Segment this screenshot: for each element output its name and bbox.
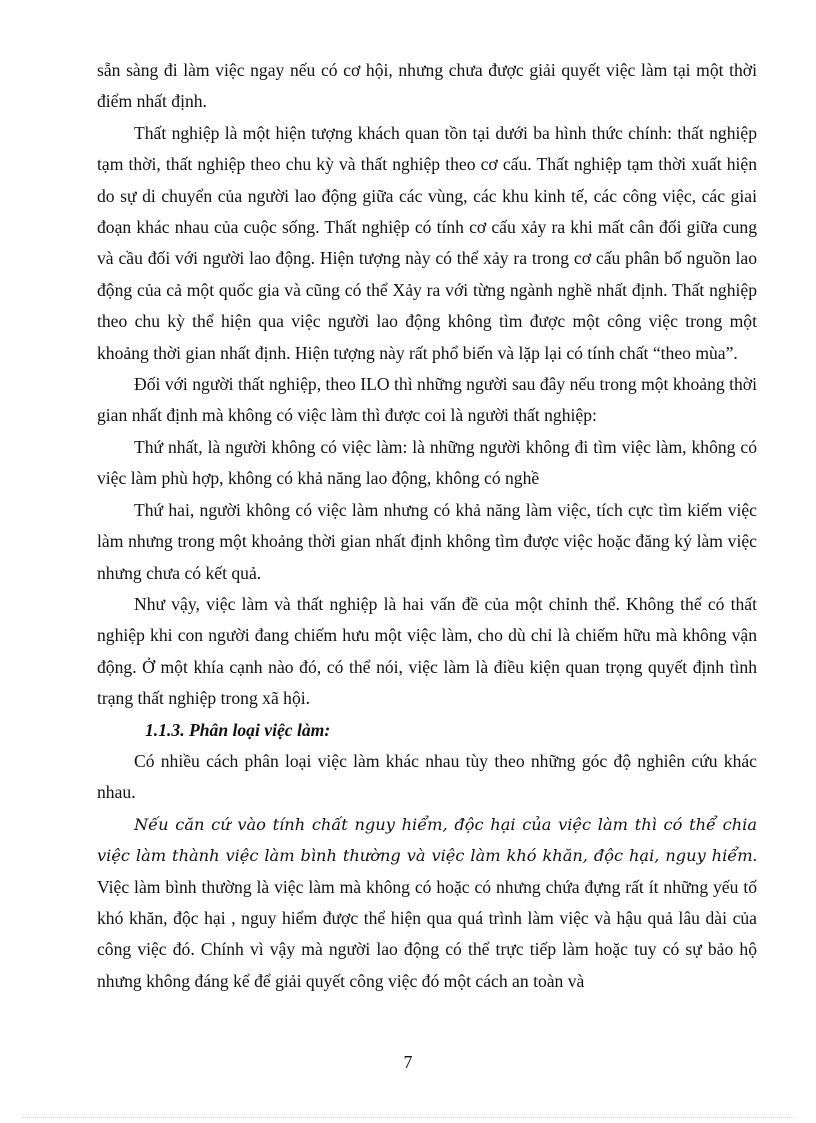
page-number: 7 [403, 1052, 413, 1072]
italic-phrase: Nếu căn cứ vào tính chất nguy hiểm, độc hại của việc làm thì có thể chia việc làm thành việc làm bình thường và việc làm khó khăn, độc hại, nguy hiểm [97, 814, 757, 866]
paragraph-ilo-definition: Đối với người thất nghiệp, theo ILO thì những người sau đây nếu trong một khoảng thời gian nhất định mà không có việc làm thì được coi là người thất nghiệp: [97, 374, 757, 426]
document-page [97, 55, 757, 997]
paragraph-second-case: Thứ hai, người không có việc làm nhưng có khả năng làm việc, tích cực tìm kiếm việc làm nhưng trong một khoảng thời gian nhất định không tìm được việc hoặc đăng ký làm việc nhưng chưa có kết quả. [97, 499, 757, 583]
page-bottom-divider [22, 1117, 794, 1118]
paragraph-hazard-classification [97, 809, 757, 997]
paragraph-classification-intro: Có nhiều cách phân loại việc làm khác nhau tùy theo những góc độ nghiên cứu khác nhau. [97, 750, 757, 803]
paragraph-first-case: Thứ nhất, là người không có việc làm: là những người không đi tìm việc làm, không có việc làm phù hợp, không có khả năng lao động, không có nghề [97, 436, 757, 489]
section-heading: 1.1.3. Phân loại việc làm: [145, 719, 331, 740]
paragraph-conclusion: Như vậy, việc làm và thất nghiệp là hai vấn đề của một chỉnh thể. Không thể có thất nghiệp khi con người đang chiếm hưu một việc làm, cho dù chỉ là chiếm hữu mà không vận động. Ở một khía cạnh nào đó, có thể nói, việc làm là điều kiện quan trọng quyết định tình trạng thất nghiệp trong xã hội. [97, 593, 757, 709]
paragraph-hazard-body: . Việc làm bình thường là việc làm mà không có hoặc có nhưng chứa đựng rất ít những yếu tố khó khăn, độc hại , nguy hiểm được thể hiện qua quá trình làm việc và hậu quả lâu dài của công việc đó. Chính vì vậy mà người lao động có thể trực tiếp làm hoặc tuy có sự bảo hộ nhưng không đáng kể để giải quyết công việc đó một cách an toàn và [97, 845, 757, 991]
paragraph-continuation: sẵn sàng đi làm việc ngay nếu có cơ hội, nhưng chưa được giải quyết việc làm tại một thời điểm nhất định. [97, 60, 757, 112]
paragraph-unemployment-forms: Thất nghiệp là một hiện tượng khách quan tồn tại dưới ba hình thức chính: thất nghiệp tạm thời, thất nghiệp theo chu kỳ và thất nghiệp theo cơ cấu. Thất nghiệp tạm thời xuất hiện do sự di chuyển của người lao động giữa các vùng, các khu kinh tế, các công việc, các giai đoạn khác nhau của cuộc sống. Thất nghiệp có tính cơ cấu xảy ra khi mất cân đối giữa cung và cầu đối với người lao động. Hiện tượng này có thể xảy ra trong cơ cấu phân bố nguồn lao động của cả một quốc gia và cũng có thể Xảy ra với từng ngành nghề nhất định. Thất nghiệp theo chu kỳ thể hiện qua việc người lao động không tìm được một công việc trong một khoảng thời gian nhất định. Hiện tượng này rất phổ biến và lặp lại có tính chất “theo mùa”. [97, 122, 757, 363]
